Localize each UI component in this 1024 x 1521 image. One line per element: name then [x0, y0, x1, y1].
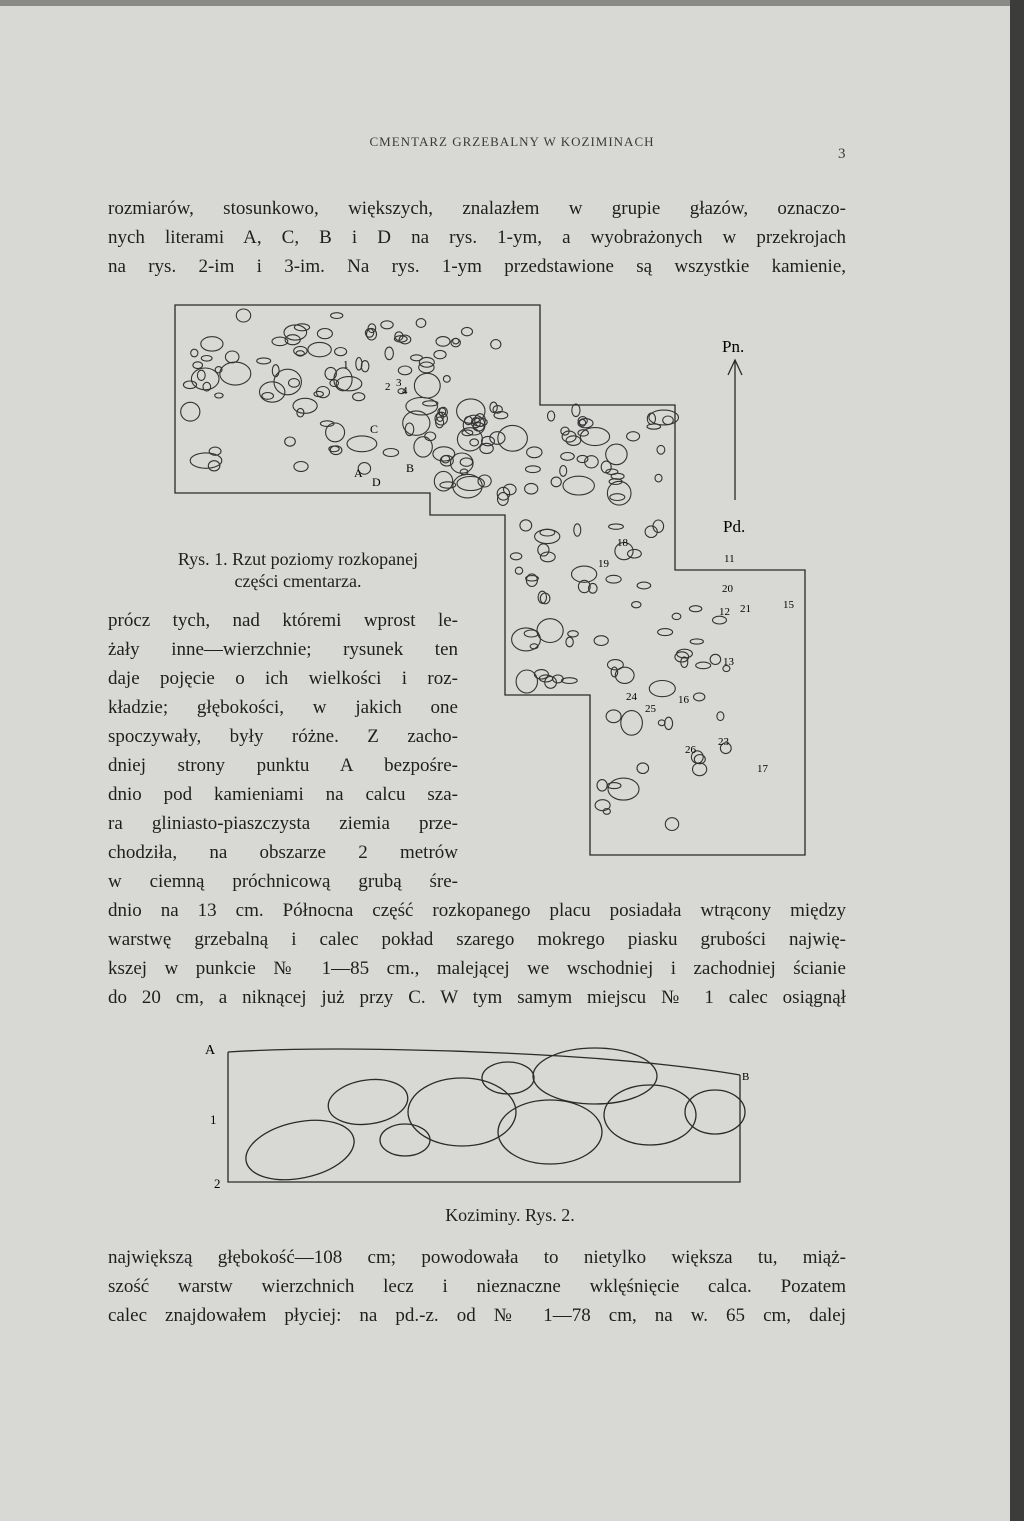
- text-line: spoczywały, były różne. Z zacho-: [108, 726, 458, 747]
- stone-outline: [647, 424, 661, 429]
- depth-label-1: 1: [210, 1112, 217, 1127]
- stone-outline: [510, 553, 521, 560]
- stone-outline: [317, 329, 332, 339]
- stone-outline: [560, 466, 567, 477]
- stone-outline: [717, 712, 724, 721]
- stone-outline: [434, 350, 446, 358]
- stone-outline: [181, 402, 200, 421]
- stone-outline: [385, 347, 393, 360]
- stone-outline: [574, 524, 581, 536]
- num-label: 24: [626, 691, 637, 703]
- stone-outline: [257, 358, 271, 364]
- stone-outline: [689, 606, 701, 612]
- stone-outline: [524, 630, 538, 637]
- stone-outline: [597, 780, 607, 791]
- stone-outline: [534, 670, 548, 679]
- stone-outline: [260, 382, 285, 402]
- stone-outline: [294, 462, 308, 472]
- page-number: 3: [838, 146, 846, 162]
- stone-outline: [225, 351, 239, 363]
- stone-outline: [672, 613, 681, 619]
- stone-outline: [201, 337, 223, 351]
- stone-outline: [606, 444, 627, 465]
- paragraph-3: [108, 1243, 846, 1330]
- text-line: żały inne—wierzchnie; rysunek ten: [108, 639, 458, 660]
- stone-outline: [538, 544, 549, 556]
- stone-outline: [236, 309, 250, 322]
- stone-outline: [637, 582, 651, 589]
- stone-outline: [566, 637, 573, 647]
- stone-outline: [607, 481, 631, 505]
- stone-outline: [414, 437, 432, 457]
- label-D: D: [372, 475, 381, 489]
- stone-outline: [220, 362, 251, 385]
- text-line: w ciemną próchnicową grubą śre-: [108, 871, 458, 892]
- stone-outline: [577, 455, 588, 462]
- stone-outline: [183, 381, 196, 389]
- stone-outline: [537, 619, 563, 643]
- text-line: ra gliniasto-piaszczysta ziemia prze-: [108, 813, 458, 834]
- label-C: C: [370, 422, 379, 436]
- stone-outline: [627, 432, 640, 441]
- stone-outline: [658, 629, 673, 636]
- num-label: 18: [617, 537, 628, 549]
- stone-outline: [649, 681, 675, 697]
- stone-outline: [416, 319, 426, 328]
- stone-outline: [594, 636, 608, 646]
- stone-outline: [525, 483, 538, 494]
- num-label: 21: [740, 603, 751, 615]
- stone-outline: [460, 458, 472, 466]
- stone-outline: [462, 327, 473, 335]
- stone-outline: [563, 476, 594, 495]
- stone-outline: [335, 348, 347, 356]
- stone-outline: [215, 393, 223, 398]
- paragraph-1: [108, 194, 846, 281]
- num-label: 3: [396, 377, 402, 389]
- stone-outline: [562, 678, 578, 684]
- num-label: 2: [385, 381, 391, 393]
- num-label: 12: [719, 606, 730, 618]
- text-line: na rys. 2-im i 3-im. Na rys. 1-ym przedstawione są wszystkie kamienie,: [108, 256, 846, 277]
- stone-outline: [457, 399, 485, 423]
- text-line: rozmiarów, stosunkowo, większych, znalazłem w grupie głazów, oznaczo-: [108, 198, 846, 219]
- stone-outline: [197, 370, 205, 380]
- stone-outline: [520, 520, 532, 531]
- section-label-A: A: [205, 1043, 216, 1058]
- stone-outline: [334, 368, 352, 391]
- stone-outline: [665, 818, 678, 831]
- stone-outline: [193, 362, 203, 369]
- stone-outline: [201, 356, 212, 362]
- stone-outline: [356, 358, 362, 371]
- figure-2-caption: Koziminy. Rys. 2.: [445, 1205, 575, 1225]
- stone-outline: [190, 453, 222, 468]
- text-line: chodziła, na obszarze 2 metrów: [108, 842, 458, 863]
- label-A: A: [354, 466, 363, 480]
- text-line: prócz tych, nad któremi wprost le-: [108, 610, 458, 631]
- num-label: 16: [678, 694, 689, 706]
- stone-outline: [568, 631, 579, 637]
- stone-outline: [608, 660, 624, 670]
- text-line: do 20 cm, a niknącej już przy C. W tym samym miejscu № 1 calec osiągnął: [108, 987, 846, 1008]
- stone-outline: [470, 439, 479, 446]
- stone-outline: [665, 717, 673, 729]
- paragraph-2: [108, 896, 846, 1012]
- stone-outline: [694, 693, 705, 701]
- stone-outline: [436, 337, 450, 347]
- stone-outline: [191, 349, 198, 357]
- num-label: 1: [343, 359, 349, 371]
- text-line: szość warstw wierzchnich lecz i nieznaczne wklęśnięcie calca. Pozatem: [108, 1276, 846, 1297]
- stone-outline: [548, 411, 555, 421]
- stone-outline: [690, 639, 703, 644]
- stone-outline: [606, 710, 621, 723]
- stone-outline: [632, 602, 641, 608]
- text-line: dniej strony punktu A bezpośre-: [108, 755, 458, 776]
- stone-outline: [411, 355, 423, 361]
- stone-outline: [284, 325, 307, 340]
- scan-edge-top: [0, 0, 1024, 6]
- north-label: Pn.: [722, 337, 745, 356]
- stone-outline: [289, 379, 300, 388]
- text-line: kszej w punkcie № 1—85 cm., malejącej we wschodniej i zachodniej ścianie: [108, 958, 846, 979]
- num-label: 11: [724, 553, 735, 565]
- stone-outline: [414, 373, 440, 398]
- num-label: 17: [757, 763, 768, 775]
- scan-edge-right: [1010, 0, 1024, 1521]
- figure-1-caption: [118, 548, 478, 592]
- text-line: kładzie; głębokości, w jakich one: [108, 697, 458, 718]
- stone-outline: [561, 453, 575, 461]
- stone-outline: [491, 340, 501, 349]
- num-label: 25: [645, 703, 656, 715]
- running-head: CMENTARZ GRZEBALNY W KOZIMINACH: [369, 134, 655, 149]
- stone-outline: [653, 520, 664, 532]
- stone-outline: [451, 453, 474, 473]
- stone-outline: [609, 524, 624, 529]
- section-label-B: B: [742, 1071, 750, 1083]
- south-label: Pd.: [723, 517, 746, 536]
- num-label: 15: [783, 599, 794, 611]
- text-line: nych literami A, C, B i D na rys. 1-ym, a wyobrażonych w przekrojach: [108, 227, 846, 248]
- stone-outline: [331, 313, 343, 319]
- stone-outline: [657, 445, 665, 454]
- stone-outline: [398, 366, 411, 375]
- label-B: B: [406, 461, 415, 475]
- stone-outline: [423, 401, 438, 406]
- stone-outline: [308, 342, 331, 356]
- stone-outline: [457, 477, 484, 491]
- num-label: 19: [598, 558, 609, 570]
- stone-outline: [693, 763, 707, 776]
- stone-outline: [526, 466, 541, 473]
- stone-outline: [326, 423, 345, 442]
- stone-outline: [608, 778, 639, 800]
- stone-outline: [285, 437, 296, 446]
- stone-outline: [606, 575, 621, 583]
- figure-2-section: [200, 1040, 760, 1190]
- stone-outline: [553, 675, 564, 683]
- stone-outline: [498, 425, 528, 451]
- stone-outline: [353, 393, 365, 401]
- depth-label-2: 2: [214, 1176, 221, 1190]
- stone-outline: [628, 549, 642, 558]
- text-line: największą głębokość—108 cm; powodowała to nietylko większa tu, miąż-: [108, 1247, 846, 1268]
- stone-outline: [274, 369, 301, 395]
- stone-outline: [621, 711, 643, 736]
- text-line: dnio pod kamieniami na calcu sza-: [108, 784, 458, 805]
- stone-outline: [655, 474, 662, 482]
- num-label: 4: [402, 385, 408, 397]
- stone-outline: [367, 328, 377, 340]
- text-line: warstwę grzebalną i calec pokład szarego mokrego piasku grubości najwię-: [108, 929, 846, 950]
- stone-outline: [551, 477, 561, 487]
- stone-outline: [710, 654, 721, 664]
- stone-outline: [347, 436, 377, 452]
- stone-outline: [482, 436, 495, 445]
- stone-outline: [425, 432, 436, 441]
- stone-outline: [443, 376, 450, 383]
- stone-outline: [515, 567, 522, 574]
- num-label: 23: [718, 736, 729, 748]
- num-label: 26: [685, 744, 696, 756]
- text-line: calec znajdowałem płyciej: na pd.-z. od № 1—78 cm, na w. 65 cm, dalej: [108, 1305, 846, 1326]
- text-line: daje pojęcie o ich wielkości i roz-: [108, 668, 458, 689]
- stone-outline: [637, 763, 649, 774]
- stone-outline: [330, 446, 342, 455]
- stone-outline: [527, 447, 542, 458]
- num-label: 20: [722, 583, 733, 595]
- stone-outline: [262, 393, 274, 400]
- paragraph-narrow: [108, 606, 458, 896]
- stone-outline: [696, 662, 711, 669]
- caption-line: Rys. 1. Rzut poziomy rozkopanej: [177, 549, 419, 569]
- num-label: 13: [723, 656, 734, 668]
- caption-line: części cmentarza.: [234, 571, 362, 591]
- stone-outline: [572, 404, 580, 417]
- text-line: dnio na 13 cm. Północna część rozkopanego placu posiadała wtrącony między: [108, 900, 846, 921]
- stone-outline: [610, 494, 625, 501]
- stone-outline: [383, 449, 398, 457]
- stone-outline: [381, 321, 393, 329]
